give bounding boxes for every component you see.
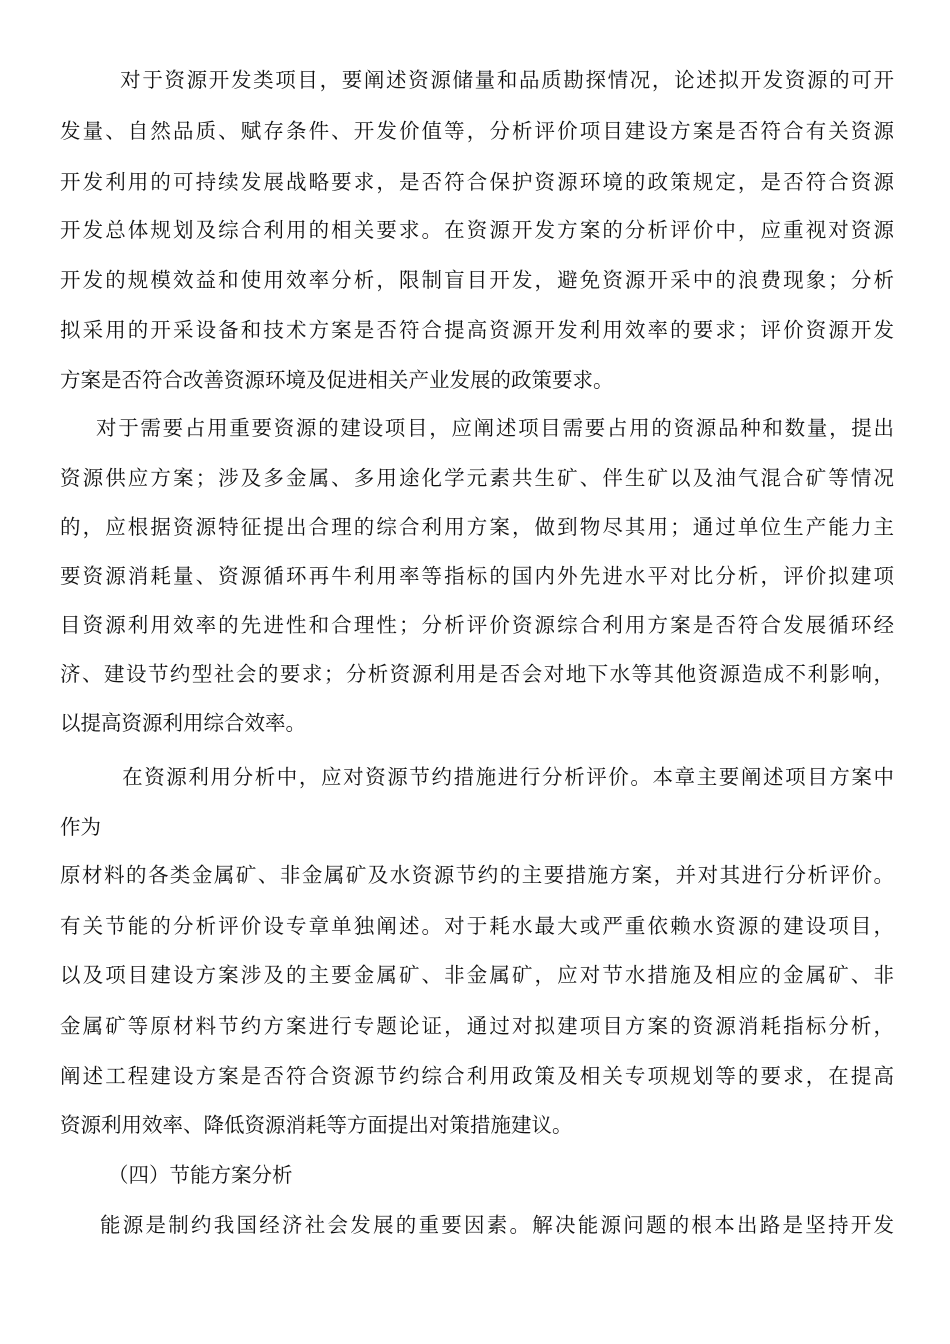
- text-line: 济、建设节约型社会的要求；分析资源利用是否会对地下水等其他资源造成不利影响，: [60, 662, 894, 686]
- text-line: 要资源消耗量、资源循环再牛利用率等指标的国内外先进水平对比分析，评价拟建项: [60, 564, 894, 588]
- text-line: 开发利用的可持续发展战略要求，是否符合保护资源环境的政策规定，是否符合资源: [60, 170, 894, 194]
- text-line: 目资源利用效率的先进性和合理性；分析评价资源综合利用方案是否符合发展循环经: [60, 613, 894, 637]
- text-line: 原材料的各类金属矿、非金属矿及水资源节约的主要措施方案，并对其进行分析评价。: [60, 863, 894, 887]
- text-line: 能源是制约我国经济社会发展的重要因素。解决能源问题的根本出路是坚持开发: [100, 1213, 894, 1237]
- text-line: 开发的规模效益和使用效率分析，限制盲目开发，避免资源开采中的浪费现象；分析: [60, 268, 894, 292]
- text-line: 方案是否符合改善资源环境及促进相关产业发展的政策要求。: [60, 368, 614, 392]
- text-line: 金属矿等原材料节约方案进行专题论证，通过对拟建项目方案的资源消耗指标分析，: [60, 1014, 894, 1038]
- text-line: 以提高资源利用综合效率。: [60, 711, 306, 735]
- text-line: 资源利用效率、降低资源消耗等方面提出对策措施建议。: [60, 1113, 573, 1137]
- text-line: 拟采用的开采设备和技术方案是否符合提高资源开发利用效率的要求；评价资源开发: [60, 318, 894, 342]
- text-line: 作为: [60, 815, 101, 839]
- text-line: 以及项目建设方案涉及的主要金属矿、非金属矿，应对节水措施及相应的金属矿、非: [60, 963, 894, 987]
- text-line: 对于需要占用重要资源的建设项目，应阐述项目需要占用的资源品种和数量，提出: [96, 416, 894, 440]
- text-line: 开发总体规划及综合利用的相关要求。在资源开发方案的分析评价中，应重视对资源: [60, 218, 894, 242]
- section-heading: （四）节能方案分析: [108, 1163, 293, 1187]
- text-line: 发量、自然品质、赋存条件、开发价值等，分析评价项目建设方案是否符合有关资源: [60, 119, 894, 143]
- text-line: 资源供应方案；涉及多金属、多用途化学元素共生矿、伴生矿以及油气混合矿等情况: [60, 466, 894, 490]
- text-line: 的，应根据资源特征提出合理的综合利用方案，做到物尽其用；通过单位生产能力主: [60, 515, 894, 539]
- text-line: 在资源利用分析中，应对资源节约措施进行分析评价。本章主要阐述项目方案中: [100, 765, 894, 789]
- text-line: 阐述工程建设方案是否符合资源节约综合利用政策及相关专项规划等的要求，在提高: [60, 1064, 894, 1088]
- text-line: 对于资源开发类项目，要阐述资源储量和品质勘探情况，论述拟开发资源的可开: [98, 68, 894, 92]
- text-line: 有关节能的分析评价设专章单独阐述。对于耗水最大或严重依赖水资源的建设项目，: [60, 914, 894, 938]
